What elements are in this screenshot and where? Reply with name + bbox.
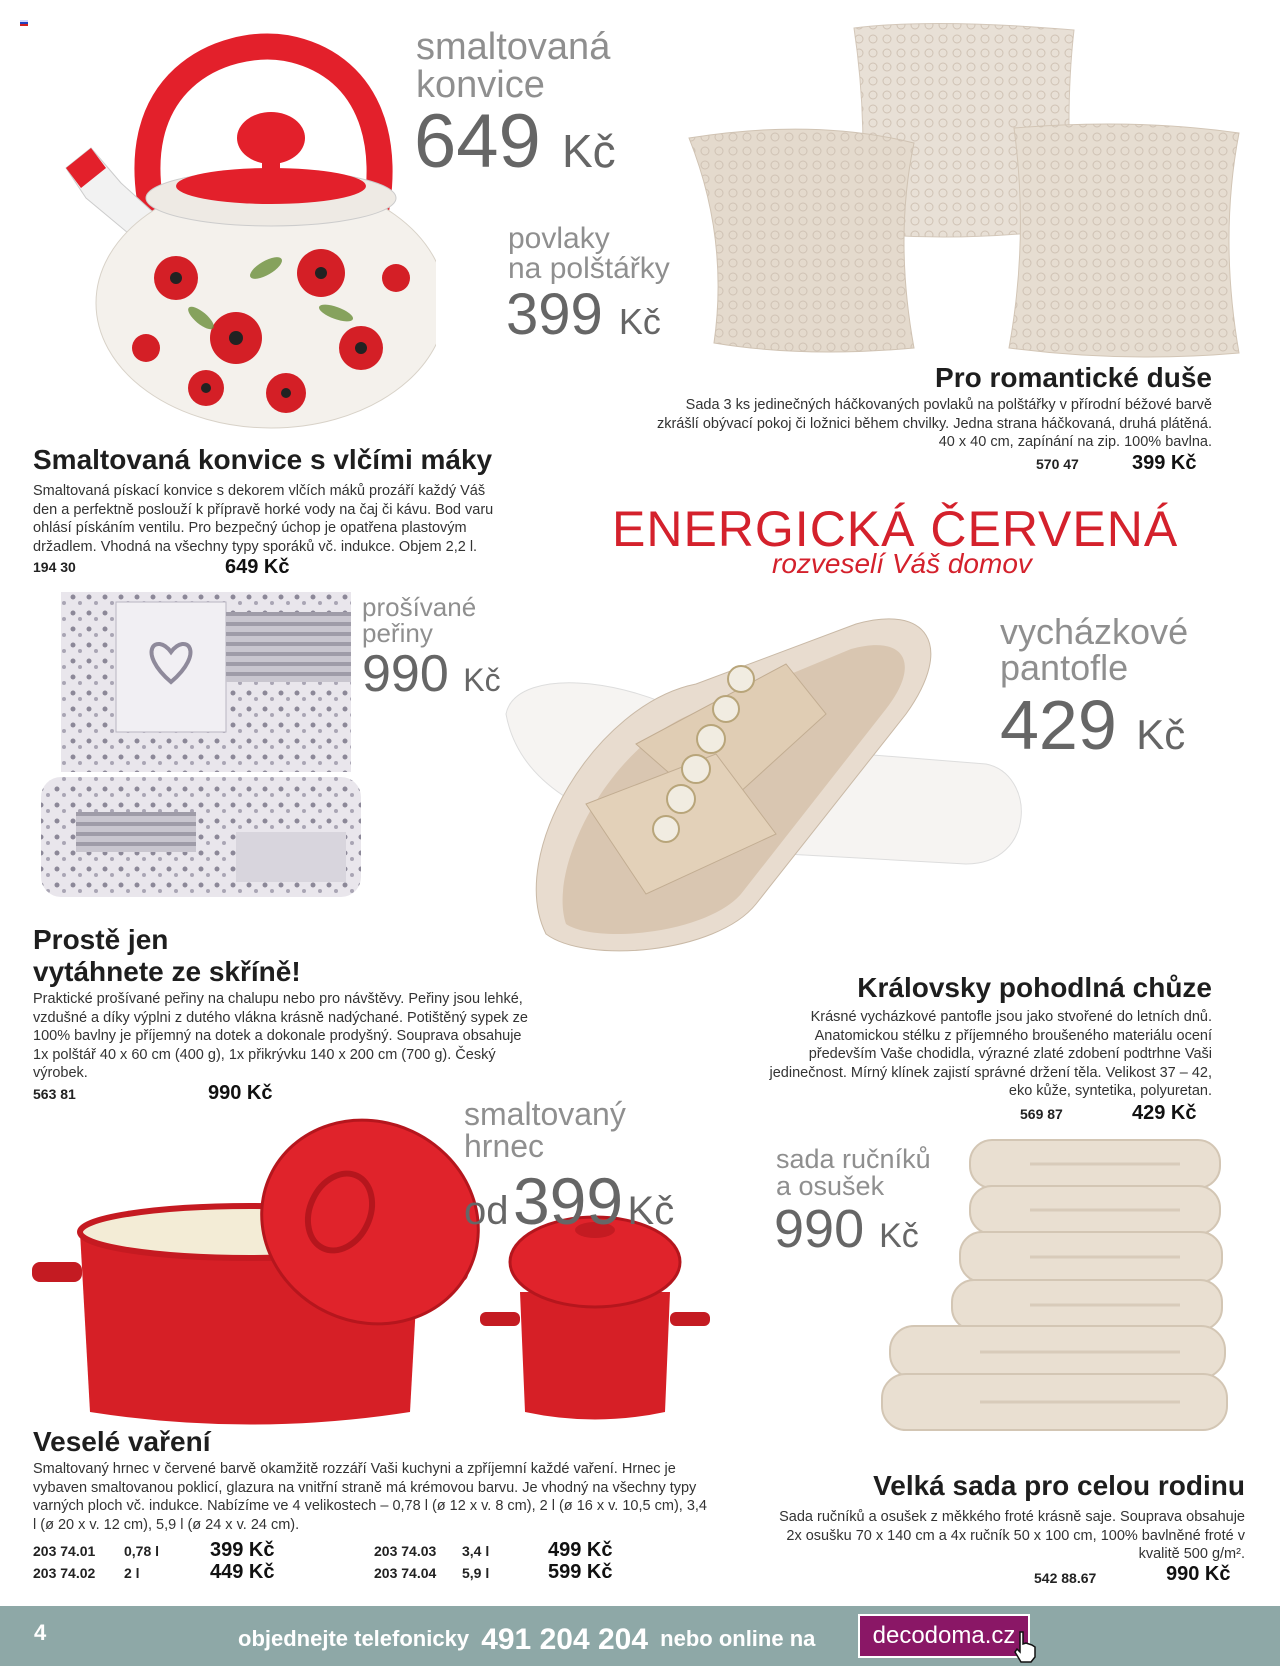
section-subheading: rozveselí Váš domov <box>772 548 1032 579</box>
pillows-description: Sada 3 ks jedinečných háčkovaných povlaků na polštářky v přírodní béžové barvě zkrášlí obývací pokoj či ložnici během chvilky. Jedna strana háčkovaná, druhá plátěná. 40 x 40 cm, zapínání na zip. 100% bavlna. <box>656 397 1212 450</box>
order-line <box>238 1620 815 1654</box>
kettle-description: Smaltovaná pískací konvice s dekorem vlčích máků prozáří každý Váš den a perfektně poslouží k přípravě horké vody na čaj či kávu. Bod varu ohlásí pískáním ventilu. Pro bezpečný úchop je opatřena plastovým držadlem. Vhodná na všechny typy sporáků vč. indukce. Objem 2,2 l. <box>33 483 494 555</box>
slippers-teaser <box>1000 611 1189 688</box>
order-middle: nebo online na <box>660 1626 816 1651</box>
pots-variant-price-1: 399 Kč <box>210 1539 275 1561</box>
pots-teaser-line2: hrnec <box>464 1128 545 1164</box>
pointer-hand-icon <box>1012 1630 1038 1664</box>
pots-variant-size-1: 0,78 l <box>124 1543 160 1559</box>
pots-variant-code-4: 203 74.04 <box>374 1565 437 1581</box>
website-button[interactable]: decodoma.cz <box>858 1614 1030 1658</box>
pillows-teaser-price-value: 399 <box>506 282 603 347</box>
towels-teaser-line1: sada ručníků <box>776 1144 931 1174</box>
pillows-teaser-price <box>506 282 661 347</box>
duvet-title-line1: Prostě jen <box>33 924 169 955</box>
slippers-price: 429 Kč <box>1132 1102 1197 1124</box>
kettle-code: 194 30 <box>33 559 76 575</box>
towels-teaser-price <box>774 1199 919 1259</box>
slippers-code: 569 87 <box>1020 1106 1063 1122</box>
pots-variant-code-1: 203 74.01 <box>33 1543 96 1559</box>
page-number: 4 <box>34 1620 47 1645</box>
footer-bar <box>0 1606 1280 1666</box>
duvet-title-line2: vytáhnete ze skříně! <box>33 956 301 987</box>
kettle-price: 649 Kč <box>225 556 290 578</box>
slippers-teaser-line2: pantofle <box>1000 647 1129 688</box>
pillows-image <box>684 18 1244 363</box>
pots-teaser-prefix: od <box>464 1189 509 1233</box>
pots-variant-size-2: 2 l <box>124 1565 140 1581</box>
duvet-title <box>33 924 301 988</box>
slippers-teaser-price-value: 429 <box>1000 686 1117 764</box>
duvet-teaser-currency: Kč <box>463 662 501 698</box>
towels-price: 990 Kč <box>1166 1563 1231 1585</box>
duvet-teaser-price-value: 990 <box>362 645 449 703</box>
kettle-teaser-line1: smaltovaná <box>416 26 611 68</box>
duvet-description: Praktické prošívané peřiny na chalupu nebo pro návštěvy. Peřiny jsou lehké, vzdušné a díky výplni z dutého vlákna krásně nadýchané. Potištěný sypek ze 100% bavlny je příjemný na dotek a dokonale prodyšný. Souprava obsahuje 1x polštář 40 x 60 cm (400 g), 1x přikrývku 140 x 200 cm (700 g). Český výrobek. <box>33 991 528 1081</box>
kettle-teaser-price <box>414 99 616 184</box>
towels-title: Velká sada pro celou rodinu <box>873 1470 1245 1501</box>
kettle-teaser-currency: Kč <box>561 125 616 177</box>
pots-variant-code-2: 203 74.02 <box>33 1565 96 1581</box>
duvet-teaser <box>362 594 476 646</box>
order-phone[interactable]: 491 204 204 <box>481 1623 649 1656</box>
duvet-teaser-line1: prošívané <box>362 592 477 622</box>
towels-teaser-price-value: 990 <box>774 1199 865 1259</box>
duvet-teaser-price <box>362 645 501 703</box>
towels-teaser-line2: a osušek <box>776 1171 885 1201</box>
pots-variant-size-4: 5,9 l <box>462 1565 490 1581</box>
pots-teaser-price-value: 399 <box>512 1164 624 1238</box>
slippers-teaser-currency: Kč <box>1136 711 1186 758</box>
kettle-teaser <box>416 28 610 104</box>
pillows-teaser-line1: povlaky <box>508 222 610 255</box>
pillows-title: Pro romantické duše <box>935 362 1212 393</box>
duvet-teaser-line2: peřiny <box>362 618 433 648</box>
pots-variant-code-3: 203 74.03 <box>374 1543 437 1559</box>
pots-teaser-line1: smaltovaný <box>464 1096 626 1132</box>
slippers-image <box>486 604 1046 964</box>
duvet-price: 990 Kč <box>208 1082 273 1104</box>
pillows-teaser-line2: na polštářky <box>508 252 670 285</box>
towels-teaser <box>776 1146 931 1200</box>
kettle-teaser-line2: konvice <box>416 64 545 106</box>
pillows-price: 399 Kč <box>1132 452 1197 474</box>
slippers-description: Krásné vycházkové pantofle jsou jako stvořené do letních dnů. Anatomickou stélku z příjemného broušeného materiálu ocení především Vaše chodidla, výrazné zlaté zdobení podtrhne Vaši jedinečnost. Mírný klínek zajistí správné držení těla. Velikost 37 – 42, eko kůže, syntetika, polyuretan. <box>769 1009 1212 1099</box>
duvet-code: 563 81 <box>33 1086 76 1102</box>
pillows-code: 570 47 <box>1036 456 1079 472</box>
slippers-teaser-line1: vycházkové <box>1000 611 1189 652</box>
pillows-teaser <box>508 224 670 284</box>
pots-teaser-price <box>464 1164 675 1238</box>
pots-teaser <box>464 1098 626 1162</box>
slippers-teaser-price <box>1000 686 1186 764</box>
pots-variant-size-3: 3,4 l <box>462 1543 490 1559</box>
section-heading: ENERGICKÁ ČERVENÁ <box>612 501 1179 557</box>
kettle-title: Smaltovaná konvice s vlčími máky <box>33 444 493 475</box>
order-prefix: objednejte telefonicky <box>238 1626 470 1651</box>
pots-variant-price-2: 449 Kč <box>210 1561 275 1583</box>
duvet-image <box>36 592 366 917</box>
pots-description: Smaltovaný hrnec v červené barvě okamžitě rozzáří Vaši kuchyni a zpříjemní každé vaření. Hrnec je vybaven smaltovanou poklicí, glazura na vnitřní straně má krémovou barvu. Je vhodný na všechny typy varných ploch vč. indukce. Nabízíme ve 4 velikostech – 0,78 l (ø 12 x v. 8 cm), 2 l (ø 16 x v. 10,5 cm), 3,4 l (ø 20 x v. 12 cm), 5,9 l (ø 24 x v. 24 cm). <box>33 1461 707 1533</box>
kettle-teaser-price-value: 649 <box>414 99 541 184</box>
pots-title: Veselé vaření <box>33 1426 211 1457</box>
pillows-teaser-currency: Kč <box>618 301 661 342</box>
towels-image <box>880 1136 1240 1436</box>
pots-variant-price-4: 599 Kč <box>548 1561 613 1583</box>
pots-variant-price-3: 499 Kč <box>548 1539 613 1561</box>
slippers-title: Královsky pohodlná chůze <box>857 972 1212 1003</box>
kettle-image <box>26 18 436 438</box>
towels-teaser-currency: Kč <box>879 1217 919 1255</box>
pots-teaser-currency: Kč <box>627 1189 675 1233</box>
towels-description: Sada ručníků a osušek z měkkého froté krásně saje. Souprava obsahuje 2x osušku 70 x 140 cm a 4x ručník 50 x 100 cm, 100% bavlněné froté v kvalitě 500 g/m². <box>779 1509 1245 1562</box>
towels-code: 542 88.67 <box>1034 1570 1097 1586</box>
